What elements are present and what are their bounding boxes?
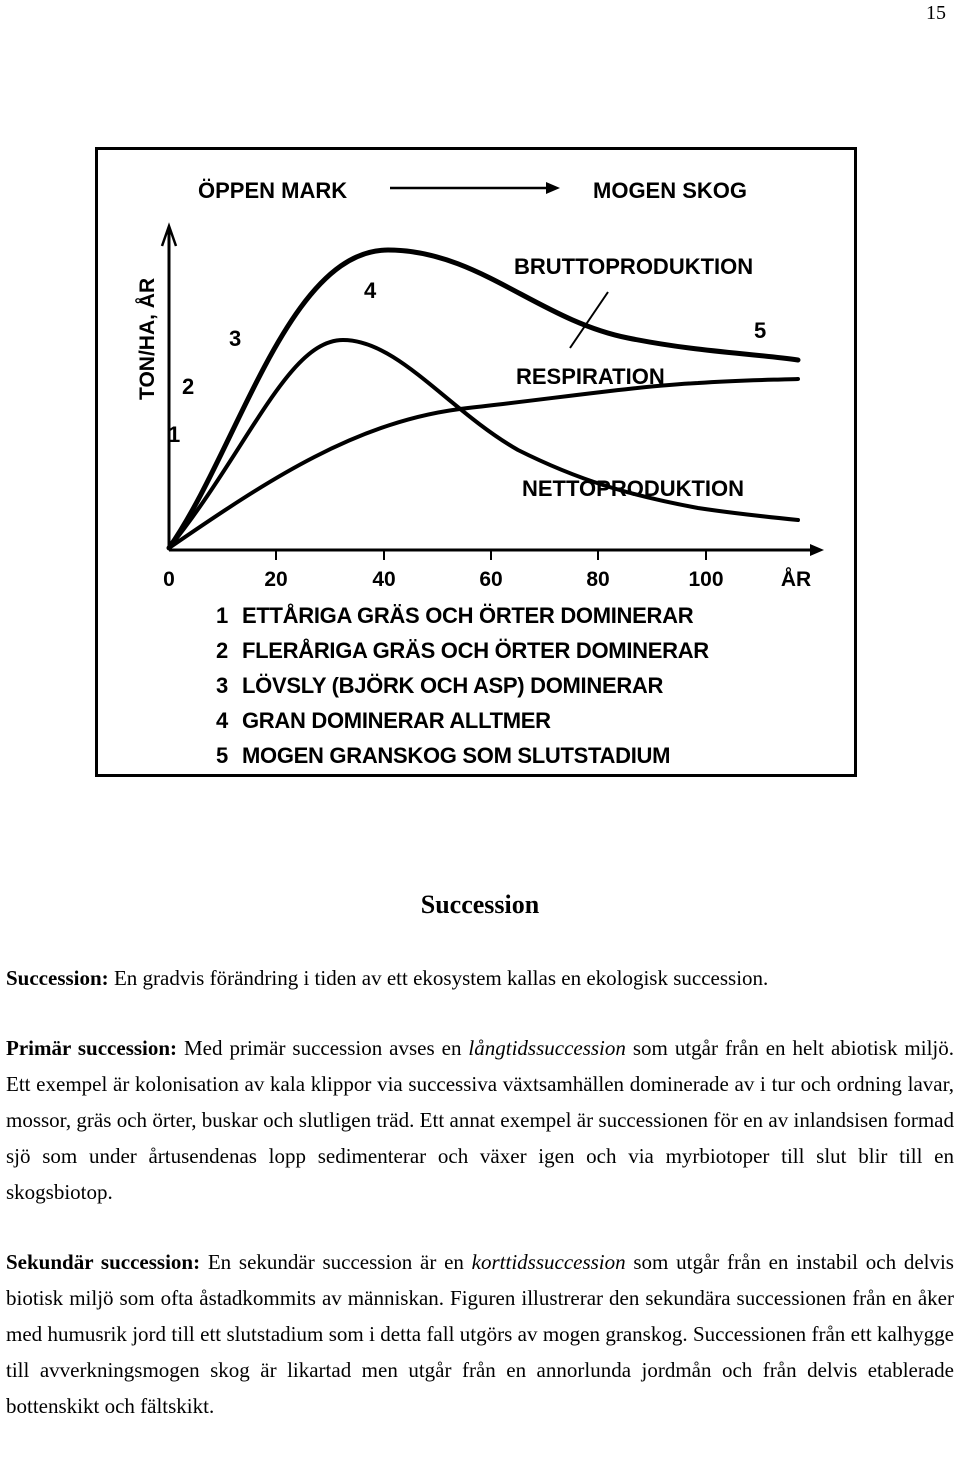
stage-marker-3: 3 (229, 326, 242, 351)
legend-text: MOGEN GRANSKOG SOM SLUTSTADIUM (242, 743, 671, 768)
term-secondary-succession: Sekundär succession: (6, 1250, 201, 1274)
x-tick-label: 100 (688, 568, 724, 591)
legend-item (216, 668, 709, 703)
paragraph-primary (6, 1030, 954, 1210)
legend-text: LÖVSLY (BJÖRK OCH ASP) DOMINERAR (242, 673, 664, 698)
header-arrow-head (546, 182, 560, 194)
x-tick-label: 60 (479, 568, 503, 591)
succession-figure (95, 147, 857, 777)
legend-number: 3 (216, 673, 228, 698)
legend-number: 2 (216, 638, 228, 663)
net-production-label: NETTOPRODUKTION (522, 476, 745, 501)
y-axis-label: TON/HA, ÅR (136, 277, 159, 400)
x-tick-label: 80 (586, 568, 610, 591)
emphasis-short-term: korttidssuccession (471, 1250, 626, 1274)
legend-item (216, 703, 709, 738)
legend-number: 1 (216, 603, 228, 628)
x-tick-label: 40 (372, 568, 396, 591)
legend-item (216, 598, 709, 633)
paragraph-text: En sekundär succession är en (200, 1250, 472, 1274)
legend-text: GRAN DOMINERAR ALLTMER (242, 708, 551, 733)
respiration-curve (169, 379, 798, 548)
gross-production-label: BRUTTOPRODUKTION (514, 254, 754, 279)
respiration-label: RESPIRATION (516, 364, 665, 389)
paragraph-secondary (6, 1244, 954, 1424)
x-tick-label: 20 (264, 568, 288, 591)
legend-item (216, 738, 709, 773)
term-succession: Succession: (6, 966, 109, 990)
x-axis-unit: ÅR (780, 568, 812, 591)
document-body (6, 960, 954, 1424)
x-axis-arrow (810, 544, 824, 556)
page-number: 15 (926, 2, 946, 24)
section-title: Succession (420, 890, 540, 919)
legend-number: 5 (216, 743, 228, 768)
legend-text: ETTÅRIGA GRÄS OCH ÖRTER DOMINERAR (242, 603, 694, 628)
paragraph-text: som utgår från en helt abiotisk miljö. Ett exempel är kolonisation av kala klippor via successiva växtsamhällen dominerade av i tur och ordning lavar, mossor, gräs och örter, buskar och slutligen träd. Ett annat exempel är successionen för en av inlandsisen formad sjö som under årtusendenas lopp sedimenterar och växer igen och via myrbiotoper till slut blir till en skogsbiotop. (6, 1036, 954, 1204)
legend-text: FLERÅRIGA GRÄS OCH ÖRTER DOMINERAR (242, 638, 709, 663)
header-right-label: MOGEN SKOG (593, 178, 748, 203)
term-primary-succession: Primär succession: (6, 1036, 178, 1060)
stage-marker-4: 4 (364, 278, 377, 303)
stage-marker-5: 5 (754, 318, 767, 343)
gross-production-curve (169, 250, 798, 548)
paragraph-text: som utgår från en instabil och delvis biotisk miljö som ofta åstadkommits av människan. Figuren illustrerar den sekundära successionen från en åker med humusrik jord till ett slutstadium som i detta fall utgörs av mogen granskog. Successionen från ett kalhygge till avverkningsmogen skog är likartad men utgår från en annorlunda jordmån och från delvis etablerade bottenskikt och fältskikt. (6, 1250, 954, 1418)
stage-marker-1: 1 (168, 422, 181, 447)
emphasis-long-term: långtidssuccession (468, 1036, 626, 1060)
paragraph-text: Med primär succession avses en (177, 1036, 469, 1060)
stage-legend (216, 598, 709, 773)
paragraph-text: En gradvis förändring i tiden av ett ekosystem kallas en ekologisk succession. (108, 966, 769, 990)
x-tick-label: 0 (163, 568, 175, 591)
legend-number: 4 (216, 708, 228, 733)
stage-marker-2: 2 (182, 374, 195, 399)
header-left-label: ÖPPEN MARK (198, 178, 348, 203)
paragraph-definition (6, 960, 954, 996)
legend-item (216, 633, 709, 668)
